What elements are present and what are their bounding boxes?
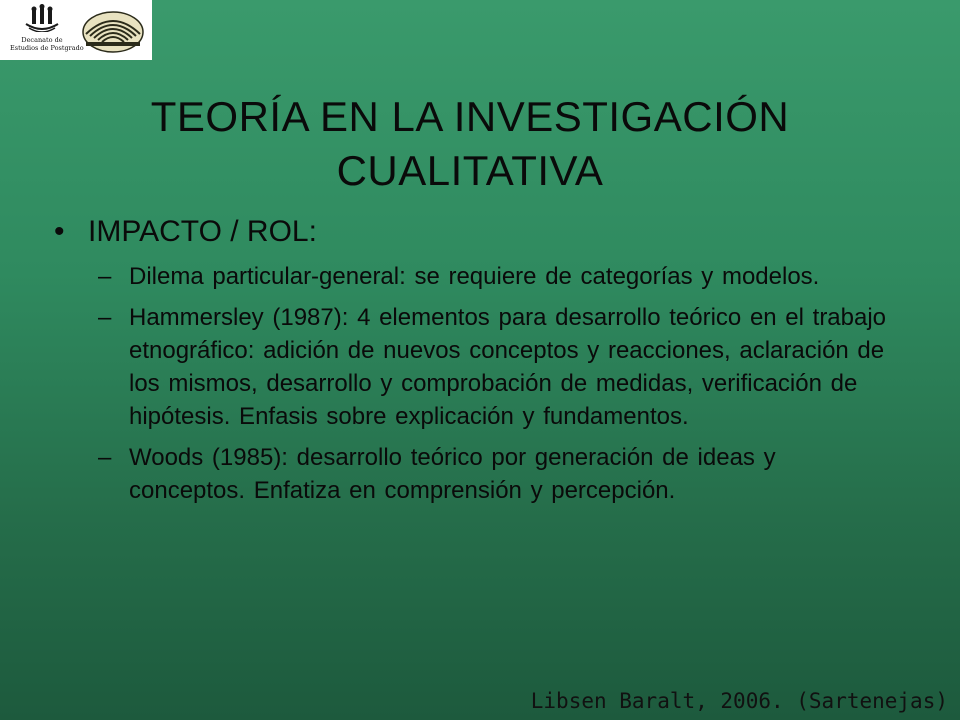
university-seal-icon [80, 6, 146, 54]
logo-caption [10, 36, 84, 52]
main-bullet [48, 210, 908, 254]
decanato-emblem-icon [24, 4, 60, 32]
sub-bullet-list [48, 260, 908, 507]
slide-body [48, 210, 908, 515]
slide-title-line1: TEORÍA EN LA INVESTIGACIÓN [150, 93, 790, 140]
slide-footer-attribution: Libsen Baralt, 2006. (Sartenejas) [530, 689, 948, 713]
institution-logo-panel [0, 0, 152, 60]
sub-bullet-item [48, 260, 908, 293]
dash-marker: – [98, 304, 112, 331]
sub-bullet-item [48, 301, 908, 433]
bullet-marker: • [54, 215, 65, 248]
dash-marker: – [98, 444, 112, 471]
sub-bullet-text: Woods (1985): desarrollo teórico por generación de ideas y conceptos. Enfatiza en comprensión y percepción. [129, 444, 776, 504]
logo-caption-line2: Estudios de Postgrado [10, 44, 84, 52]
university-seal-logo [80, 6, 146, 54]
dash-marker: – [98, 263, 112, 290]
slide-title [20, 90, 920, 198]
slide-title-line2: CUALITATIVA [336, 147, 604, 194]
sub-bullet-text: Dilema particular-general: se requiere de categorías y modelos. [129, 263, 820, 290]
decanato-logo [10, 4, 84, 58]
logo-caption-line1: Decanato de [21, 36, 63, 44]
sub-bullet-item [48, 441, 908, 507]
main-bullet-text: IMPACTO / ROL: [88, 215, 317, 248]
sub-bullet-text: Hammersley (1987): 4 elementos para desarrollo teórico en el trabajo etnográfico: adición de nuevos conceptos y reacciones, aclaración de los mismos, desarrollo y comprobación de medidas, verificación de hipótesis. Enfasis sobre explicación y fundamentos. [129, 304, 887, 430]
